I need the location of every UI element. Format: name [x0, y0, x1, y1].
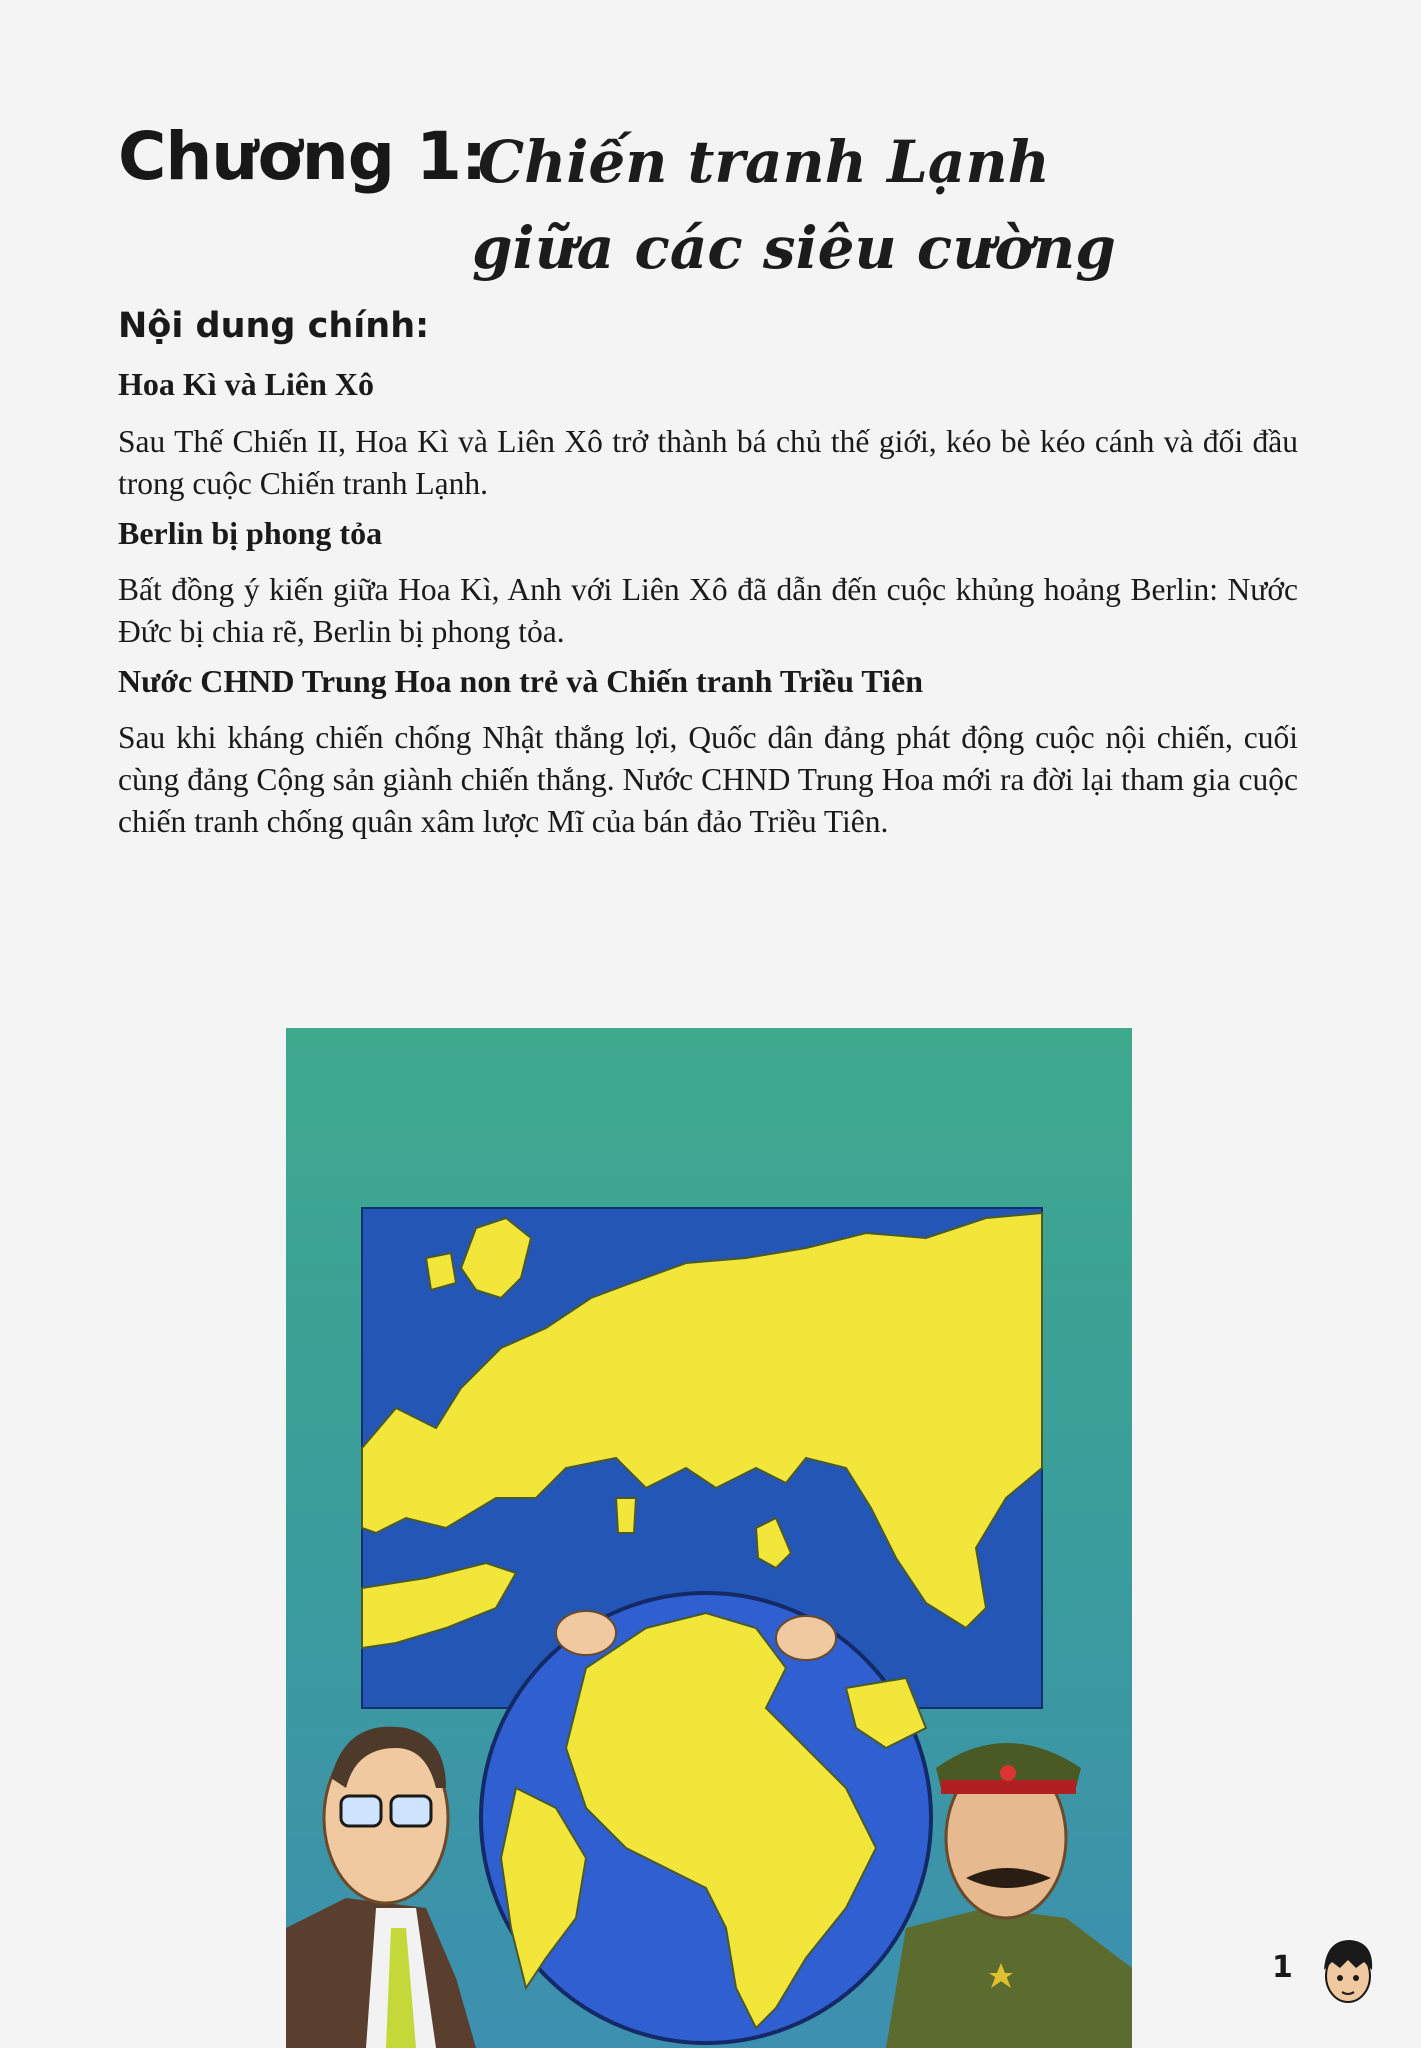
left-character	[286, 1727, 476, 2048]
section-title-2: Berlin bị phong tỏa	[118, 515, 383, 551]
chapter-title-line1: Chiến tranh Lạnh	[478, 128, 1050, 196]
section-text-1: Sau Thế Chiến II, Hoa Kì và Liên Xô trở thành bá chủ thế giới, kéo bè kéo cánh và đối đầu trong cuộc Chiến tranh Lạnh.	[118, 424, 1298, 501]
page-number: 1	[1272, 1950, 1293, 1985]
main-heading: Nội dung chính:	[118, 306, 430, 346]
section-title-3: Nước CHND Trung Hoa non trẻ và Chiến tranh Triều Tiên	[118, 663, 923, 699]
hand-left	[556, 1611, 616, 1655]
section-title-1: Hoa Kì và Liên Xô	[118, 366, 375, 402]
chapter-title-line2: giữa các siêu cường	[472, 214, 1116, 282]
illustration-svg	[286, 1028, 1132, 2048]
cold-war-illustration	[286, 1028, 1132, 2048]
hand-right	[776, 1616, 836, 1660]
globe	[481, 1593, 931, 2043]
mascot-icon	[1316, 1932, 1380, 2010]
section-text-3: Sau khi kháng chiến chống Nhật thắng lợi, Quốc dân đảng phát động cuộc nội chiến, cuối cùng đảng Cộng sản giành chiến thắng. Nước CHND Trung Hoa mới ra đời lại tham gia cuộc chiến tranh chống quân xâm lược Mĩ của bán đảo Triều Tiên.	[118, 720, 1298, 839]
section-text-2: Bất đồng ý kiến giữa Hoa Kì, Anh với Liên Xô đã dẫn đến cuộc khủng hoảng Berlin: Nước Đức bị chia rẽ, Berlin bị phong tỏa.	[118, 572, 1298, 649]
chapter-label: Chương 1:	[118, 118, 487, 195]
